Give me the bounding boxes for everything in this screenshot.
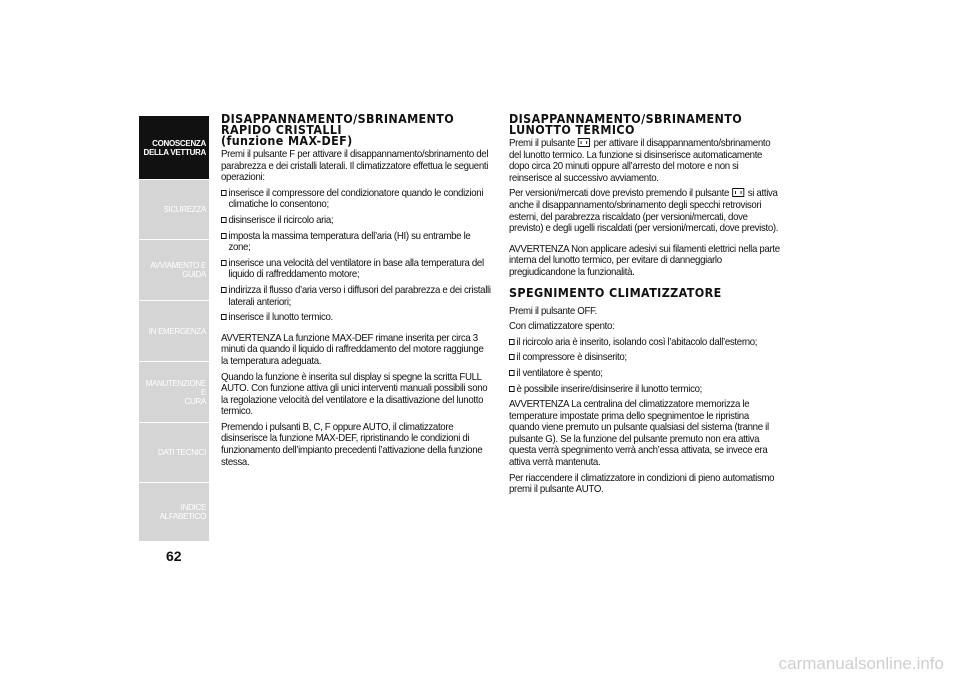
bullet-box-icon	[221, 260, 227, 266]
list-item: inserisce una velocità del ventilatore in base alla temperatura del liquido di raffreddamento motore;	[221, 258, 491, 281]
tab-manutenzione[interactable]: MANUTENZIONE E CURA	[139, 362, 209, 423]
rear-defrost-icon	[732, 188, 744, 197]
bullet-box-icon	[509, 354, 515, 360]
warning-paragraph: AVVERTENZA La centralina del climatizzatore memorizza le temperature impostate prima dello spegnimentoe le ripristina quando viene premuto un pulsante qualsiasi del sistema (tranne il pulsante G). Se la funzione del pulsante premuto non era attiva questa verrà spegnimento verrà anch’essa attivata, se invece era attiva verrà mantenuta.	[509, 399, 769, 469]
bullet-box-icon	[221, 190, 227, 196]
warning-paragraph: AVVERTENZA La funzione MAX-DEF rimane inserita per circa 3 minuti da quando il liquido di raffreddamento del motore raggiunge la temperatura adeguata.	[221, 332, 484, 367]
chapter-sidebar	[139, 116, 209, 542]
list-item: indirizza il flusso d’aria verso i diffusori del parabrezza e dei cristalli laterali anteriori;	[221, 285, 491, 308]
list-item: il ricircolo aria è inserito, isolando così l’abitacolo dall’esterno;	[509, 337, 781, 349]
bullet-box-icon	[221, 233, 227, 239]
paragraph: Premendo i pulsanti B, C, F oppure AUTO, il climatizzatore disinserisce la funzione MAX-DEF, ripristinando le condizioni di funzionamento dell’impianto precedenti l’attivazione della funzione stessa.	[221, 421, 483, 468]
section-heading-spegnimento: SPEGNIMENTO CLIMATIZZATORE	[509, 285, 722, 300]
list-item: il compressore è disinserito;	[509, 352, 781, 364]
tab-sicurezza[interactable]: SICUREZZA	[139, 180, 209, 240]
right-column	[509, 114, 781, 500]
list-item: imposta la massima temperatura dell’aria (HI) su entrambe le zone;	[221, 231, 491, 254]
paragraph: Premi il pulsante per attivare il disappannamento/sbrinamento del lunotto termico. La funzione si disinserisce automaticamente dopo circa 20 minuti oppure all’arresto del motore e non si reinserisce al successivo avviamento.	[509, 138, 771, 184]
paragraph: Con climatizzatore spento:	[509, 321, 615, 333]
tab-dati-tecnici[interactable]: DATI TECNICI	[139, 423, 209, 483]
tab-avviamento[interactable]: AVVIAMENTO E GUIDA	[139, 240, 209, 301]
paragraph: Premi il pulsante F per attivare il disappannamento/sbrinamento del parabrezza e dei cristalli laterali. Il climatizzatore effettua le seguenti operazioni:	[221, 149, 489, 184]
paragraph: Per versioni/mercati dove previsto premendo il pulsante si attiva anche il disappannamento/sbrinamento degli specchi retrovisori esterni, del parabrezza riscaldato (per versioni/mercati, dove previsto) e degli ugelli riscaldati (per versioni/mercati, dove previsto).	[509, 188, 779, 235]
tab-indice[interactable]: INDICE ALFABETICO	[139, 483, 209, 542]
page-number: 62	[166, 548, 182, 564]
paragraph: Premi il pulsante OFF.	[509, 305, 597, 317]
paragraph: Quando la funzione è inserita sul display si spegne la scritta FULL AUTO. Con funzione attiva gli unici interventi manuali possibili sono la regolazione velocità del ventilatore e la disattivazione del lunotto termico.	[221, 371, 488, 418]
bullet-box-icon	[509, 370, 515, 376]
bullet-box-icon	[509, 386, 515, 392]
section-heading-max-def: DISAPPANNAMENTO/SBRINAMENTO RAPIDO CRISTALLI (funzione MAX-DEF)	[221, 112, 455, 148]
left-column	[221, 114, 491, 472]
list-item: il ventilatore è spento;	[509, 368, 781, 380]
watermark: carmanualsonline.info	[778, 654, 944, 673]
warning-paragraph: AVVERTENZA Non applicare adesivi sui filamenti elettrici nella parte interna del lunotto termico, per evitare di danneggiarlo pregiudicandone la funzionalità.	[509, 243, 780, 278]
rear-defrost-icon	[578, 138, 590, 147]
list-item: disinserisce il ricircolo aria;	[221, 215, 491, 227]
list-item: è possibile inserire/disinserire il lunotto termico;	[509, 384, 781, 396]
list-item: inserisce il lunotto termico.	[221, 312, 491, 324]
bullet-box-icon	[221, 287, 227, 293]
bullet-box-icon	[509, 339, 515, 345]
bullet-box-icon	[221, 314, 227, 320]
paragraph: Per riaccendere il climatizzatore in condizioni di pieno automatismo premi il pulsante AUTO.	[509, 472, 775, 496]
tab-emergenza[interactable]: IN EMERGENZA	[139, 301, 209, 362]
tab-conoscenza[interactable]: CONOSCENZA DELLA VETTURA	[139, 116, 209, 180]
list-item: inserisce il compressore del condizionatore quando le condizioni climatiche lo consentono;	[221, 188, 491, 211]
section-heading-lunotto: DISAPPANNAMENTO/SBRINAMENTO LUNOTTO TERMICO	[509, 112, 743, 137]
bullet-box-icon	[221, 217, 227, 223]
